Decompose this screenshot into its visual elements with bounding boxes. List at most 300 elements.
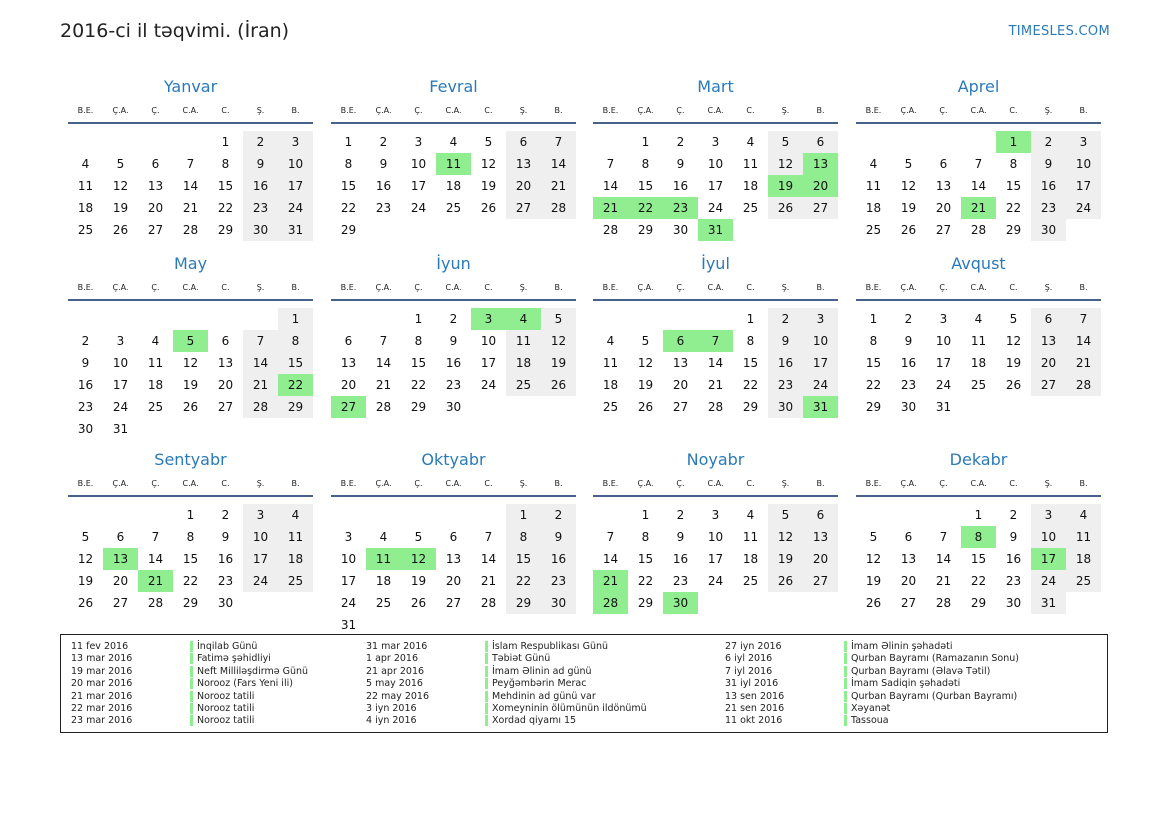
day-cell: 21 [375, 378, 392, 392]
holiday-name: İnqilab Günü [197, 641, 258, 652]
day-cell: 9 [1009, 530, 1018, 544]
month-name: Avqust [951, 254, 1006, 273]
day-cell: 28 [182, 223, 199, 237]
day-cell: 24 [243, 570, 278, 592]
day-cell: 21 [541, 175, 576, 197]
day-cell: 11 [147, 356, 164, 370]
day-cell: 7 [484, 530, 493, 544]
holiday-day-cell: 23 [663, 197, 698, 219]
holiday-date: 20 mar 2016 [71, 678, 133, 690]
holiday-date: 11 fev 2016 [71, 641, 129, 652]
day-cell: 28 [602, 223, 619, 237]
weekday-header: Ç. [939, 479, 948, 488]
weekday-header: C. [1009, 479, 1018, 488]
weekday-header: B. [1079, 106, 1088, 115]
day-cell: 31 [935, 400, 952, 414]
holiday-day-cell: 21 [593, 570, 628, 592]
holiday-name: Neft Milliləşdirmə Günü [197, 665, 309, 677]
day-cell: 25 [970, 378, 987, 392]
day-cell: 10 [803, 330, 838, 352]
day-cell: 29 [637, 596, 654, 610]
weekday-header: B.E. [77, 106, 94, 115]
header-divider [856, 495, 1101, 497]
weekday-header: C. [746, 479, 755, 488]
day-cell: 10 [112, 356, 129, 370]
day-cell: 4 [746, 508, 755, 522]
holiday-day-cell: 31 [803, 396, 838, 418]
holiday-day-cell: 4 [506, 308, 541, 330]
day-cell: 24 [1031, 570, 1066, 592]
day-cell: 13 [147, 179, 164, 193]
holiday-name: Xəyanət [851, 703, 891, 714]
holiday-day-cell: 11 [436, 153, 471, 175]
day-cell: 1 [278, 308, 313, 330]
day-cell: 20 [340, 378, 357, 392]
weekday-header: C.A. [182, 479, 199, 488]
header-divider [331, 122, 576, 124]
holiday-marker [485, 715, 488, 726]
day-cell: 15 [742, 356, 759, 370]
weekday-header: B. [291, 106, 300, 115]
day-cell: 10 [707, 530, 724, 544]
day-cell: 14 [707, 356, 724, 370]
day-cell: 15 [1005, 179, 1022, 193]
holiday-legend [60, 634, 1108, 733]
holiday-day-cell: 21 [138, 570, 173, 592]
holiday-day-cell: 31 [698, 219, 733, 241]
weekday-header: B. [816, 479, 825, 488]
day-cell: 16 [900, 356, 917, 370]
header-divider [68, 122, 313, 124]
day-cell: 10 [243, 526, 278, 548]
day-cell: 1 [746, 312, 755, 326]
day-cell: 21 [480, 574, 497, 588]
day-cell: 20 [506, 175, 541, 197]
holiday-day-cell: 7 [698, 330, 733, 352]
day-cell: 12 [112, 179, 129, 193]
weekday-header: B.E. [602, 106, 619, 115]
day-cell: 4 [449, 135, 458, 149]
day-cell: 4 [278, 504, 313, 526]
weekday-header: B. [291, 283, 300, 292]
day-cell: 1 [869, 312, 878, 326]
day-cell: 8 [506, 526, 541, 548]
day-cell: 30 [541, 592, 576, 614]
weekday-header: C.A. [707, 106, 724, 115]
holiday-day-cell: 12 [401, 548, 436, 570]
day-cell: 23 [1005, 574, 1022, 588]
day-cell: 24 [707, 201, 724, 215]
weekday-header: Ç. [414, 283, 423, 292]
weekday-header: Ş. [781, 106, 790, 115]
day-cell: 26 [77, 596, 94, 610]
header-divider [856, 122, 1101, 124]
day-cell: 16 [672, 179, 689, 193]
weekday-header: C.A. [445, 106, 462, 115]
day-cell: 15 [340, 179, 357, 193]
weekday-header: Ç.A. [637, 106, 654, 115]
day-cell: 6 [344, 334, 353, 348]
day-cell: 27 [672, 400, 689, 414]
day-cell: 7 [974, 157, 983, 171]
day-cell: 13 [340, 356, 357, 370]
day-cell: 30 [672, 223, 689, 237]
holiday-date: 22 mar 2016 [71, 703, 133, 714]
day-cell: 15 [217, 179, 234, 193]
holiday-marker [844, 715, 847, 726]
day-cell: 25 [742, 574, 759, 588]
day-cell: 31 [112, 422, 129, 436]
weekday-header: Ç.A. [375, 106, 392, 115]
weekday-header: C. [484, 283, 493, 292]
day-cell: 29 [970, 596, 987, 610]
day-cell: 10 [935, 334, 952, 348]
day-cell: 22 [340, 201, 357, 215]
weekday-header: Ç.A. [900, 479, 917, 488]
day-cell: 3 [116, 334, 125, 348]
holiday-marker [190, 715, 193, 726]
holiday-name: Norooz tatili [197, 703, 255, 714]
day-cell: 2 [904, 312, 913, 326]
day-cell: 8 [1009, 157, 1018, 171]
day-cell: 3 [414, 135, 423, 149]
day-cell: 18 [865, 201, 882, 215]
weekday-header: Ç. [151, 106, 160, 115]
day-cell: 5 [768, 131, 803, 153]
day-cell: 21 [707, 378, 724, 392]
day-cell: 26 [410, 596, 427, 610]
holiday-name: Tassoua [851, 715, 889, 727]
day-cell: 20 [935, 201, 952, 215]
day-cell: 8 [221, 157, 230, 171]
day-cell: 1 [221, 135, 230, 149]
day-cell: 23 [900, 378, 917, 392]
holiday-marker [190, 641, 193, 652]
day-cell: 10 [340, 552, 357, 566]
day-cell: 1 [506, 504, 541, 526]
day-cell: 7 [606, 530, 615, 544]
day-cell: 25 [742, 201, 759, 215]
holiday-date: 19 mar 2016 [71, 665, 133, 677]
holiday-name: Norooz tatili [197, 715, 255, 727]
day-cell: 14 [147, 552, 164, 566]
day-cell: 9 [676, 157, 685, 171]
weekday-header: B.E. [865, 479, 882, 488]
day-cell: 15 [865, 356, 882, 370]
holiday-name: Mehdinin ad günü var [492, 690, 596, 702]
day-cell: 18 [278, 548, 313, 570]
weekday-header: B.E. [340, 479, 357, 488]
day-cell: 14 [480, 552, 497, 566]
day-cell: 10 [707, 157, 724, 171]
weekday-header: C.A. [707, 283, 724, 292]
day-cell: 28 [541, 197, 576, 219]
day-cell: 17 [803, 352, 838, 374]
weekday-header: B.E. [77, 479, 94, 488]
weekday-header: Ç.A. [375, 479, 392, 488]
day-cell: 25 [445, 201, 462, 215]
day-cell: 23 [375, 201, 392, 215]
weekday-header: Ç. [939, 106, 948, 115]
day-cell: 17 [112, 378, 129, 392]
day-cell: 4 [81, 157, 90, 171]
day-cell: 11 [742, 530, 759, 544]
day-cell: 6 [803, 131, 838, 153]
day-cell: 20 [147, 201, 164, 215]
day-cell: 12 [637, 356, 654, 370]
day-cell: 7 [1066, 308, 1101, 330]
month-name: Aprel [957, 77, 1000, 96]
holiday-day-cell: 13 [803, 153, 838, 175]
day-cell: 19 [182, 378, 199, 392]
day-cell: 7 [243, 330, 278, 352]
day-cell: 17 [243, 548, 278, 570]
day-cell: 2 [243, 131, 278, 153]
day-cell: 29 [182, 596, 199, 610]
holiday-date: 22 may 2016 [366, 690, 430, 702]
day-cell: 4 [151, 334, 160, 348]
month-name: Fevral [429, 77, 478, 96]
day-cell: 2 [379, 135, 388, 149]
holiday-marker [485, 691, 488, 702]
day-cell: 19 [480, 179, 497, 193]
day-cell: 2 [1031, 131, 1066, 153]
weekday-header: Ş. [256, 106, 265, 115]
day-cell: 14 [375, 356, 392, 370]
day-cell: 19 [637, 378, 654, 392]
day-cell: 11 [278, 526, 313, 548]
day-cell: 19 [77, 574, 94, 588]
day-cell: 22 [637, 574, 654, 588]
day-cell: 31 [1031, 592, 1066, 614]
day-cell: 25 [147, 400, 164, 414]
holiday-name: Qurban Bayramı (Əlavə Tətil) [851, 665, 991, 677]
day-cell: 23 [243, 197, 278, 219]
holiday-date: 11 okt 2016 [725, 715, 783, 727]
weekday-header: C.A. [970, 106, 987, 115]
weekday-header: Ş. [1044, 106, 1053, 115]
weekday-header: B. [1079, 283, 1088, 292]
day-cell: 19 [1005, 356, 1022, 370]
day-cell: 14 [602, 179, 619, 193]
day-cell: 18 [602, 378, 619, 392]
weekday-header: C.A. [445, 283, 462, 292]
day-cell: 4 [606, 334, 615, 348]
day-cell: 20 [803, 548, 838, 570]
weekday-header: Ç. [414, 106, 423, 115]
day-cell: 15 [182, 552, 199, 566]
weekday-header: B. [816, 106, 825, 115]
header-divider [856, 299, 1101, 301]
day-cell: 8 [186, 530, 195, 544]
header-divider [68, 299, 313, 301]
day-cell: 1 [974, 508, 983, 522]
day-cell: 9 [379, 157, 388, 171]
month-name: Oktyabr [421, 450, 486, 469]
day-cell: 3 [278, 131, 313, 153]
day-cell: 5 [484, 135, 493, 149]
day-cell: 25 [77, 223, 94, 237]
day-cell: 23 [77, 400, 94, 414]
page-title: 2016-ci il təqvimi. (İran) [60, 20, 290, 42]
day-cell: 12 [480, 157, 497, 171]
holiday-marker [844, 653, 847, 664]
day-cell: 11 [602, 356, 619, 370]
day-cell: 27 [147, 223, 164, 237]
weekday-header: Ç. [676, 479, 685, 488]
day-cell: 2 [449, 312, 458, 326]
day-cell: 20 [1031, 352, 1066, 374]
header-divider [331, 299, 576, 301]
day-cell: 17 [707, 552, 724, 566]
weekday-header: B. [1079, 479, 1088, 488]
day-cell: 17 [707, 179, 724, 193]
holiday-date: 27 iyn 2016 [725, 641, 782, 652]
day-cell: 27 [506, 197, 541, 219]
day-cell: 19 [541, 352, 576, 374]
weekday-header: B.E. [77, 283, 94, 292]
day-cell: 11 [1066, 526, 1101, 548]
holiday-name: Peyğəmbərin Merac [492, 678, 587, 690]
day-cell: 26 [480, 201, 497, 215]
day-cell: 9 [221, 530, 230, 544]
day-cell: 25 [278, 570, 313, 592]
day-cell: 10 [1031, 526, 1066, 548]
weekday-header: C. [221, 106, 230, 115]
holiday-day-cell: 27 [331, 396, 366, 418]
day-cell: 12 [182, 356, 199, 370]
day-cell: 29 [506, 592, 541, 614]
day-cell: 30 [217, 596, 234, 610]
day-cell: 12 [77, 552, 94, 566]
day-cell: 17 [340, 574, 357, 588]
holiday-marker [190, 678, 193, 689]
day-cell: 16 [375, 179, 392, 193]
day-cell: 5 [869, 530, 878, 544]
day-cell: 22 [506, 570, 541, 592]
header-divider [68, 495, 313, 497]
day-cell: 24 [803, 374, 838, 396]
holiday-name: Norooz (Fars Yeni ili) [197, 678, 293, 690]
holiday-date: 7 iyl 2016 [725, 665, 773, 677]
day-cell: 12 [541, 330, 576, 352]
day-cell: 2 [676, 508, 685, 522]
weekday-header: Ş. [1044, 479, 1053, 488]
day-cell: 13 [935, 179, 952, 193]
holiday-name: Fatimə şəhidliyi [197, 653, 271, 665]
holiday-name: Norooz tatili [197, 690, 255, 702]
day-cell: 31 [278, 219, 313, 241]
day-cell: 15 [506, 548, 541, 570]
day-cell: 16 [243, 175, 278, 197]
header-divider [593, 495, 838, 497]
day-cell: 23 [672, 574, 689, 588]
weekday-header: B. [554, 479, 563, 488]
weekday-header: C. [484, 106, 493, 115]
holiday-date: 13 sen 2016 [725, 690, 785, 702]
site-link[interactable]: TIMESLES.COM [1008, 24, 1110, 39]
day-cell: 2 [81, 334, 90, 348]
holiday-marker [485, 678, 488, 689]
weekday-header: Ş. [256, 479, 265, 488]
day-cell: 23 [1031, 197, 1066, 219]
weekday-header: C.A. [970, 479, 987, 488]
day-cell: 6 [449, 530, 458, 544]
day-cell: 15 [637, 179, 654, 193]
day-cell: 3 [803, 308, 838, 330]
holiday-date: 31 iyl 2016 [725, 678, 779, 690]
day-cell: 8 [641, 157, 650, 171]
day-cell: 28 [935, 596, 952, 610]
day-cell: 16 [541, 548, 576, 570]
weekday-header: Ç. [151, 283, 160, 292]
day-cell: 12 [900, 179, 917, 193]
day-cell: 2 [541, 504, 576, 526]
day-cell: 22 [410, 378, 427, 392]
holiday-name: Xomeyninin ölümünün ildönümü [492, 703, 647, 714]
day-cell: 24 [340, 596, 357, 610]
day-cell: 25 [506, 374, 541, 396]
holiday-day-cell: 30 [663, 592, 698, 614]
holiday-date: 23 mar 2016 [71, 715, 133, 727]
day-cell: 15 [278, 352, 313, 374]
holiday-name: İmam Sadiqin şəhadəti [851, 678, 961, 690]
holiday-marker [485, 641, 488, 652]
day-cell: 21 [182, 201, 199, 215]
day-cell: 9 [904, 334, 913, 348]
header-divider [593, 299, 838, 301]
month-name: Dekabr [949, 450, 1008, 469]
day-cell: 16 [77, 378, 94, 392]
day-cell: 16 [217, 552, 234, 566]
day-cell: 3 [711, 135, 720, 149]
day-cell: 19 [865, 574, 882, 588]
day-cell: 27 [217, 400, 234, 414]
day-cell: 12 [768, 526, 803, 548]
holiday-name: İmam Əlinin şəhadəti [851, 641, 953, 652]
day-cell: 21 [1066, 352, 1101, 374]
day-cell: 14 [935, 552, 952, 566]
weekday-header: B.E. [865, 106, 882, 115]
holiday-day-cell: 21 [961, 197, 996, 219]
day-cell: 8 [641, 530, 650, 544]
day-cell: 17 [278, 175, 313, 197]
day-cell: 18 [77, 201, 94, 215]
holiday-marker [844, 703, 847, 714]
weekday-header: C. [746, 106, 755, 115]
day-cell: 23 [445, 378, 462, 392]
day-cell: 18 [375, 574, 392, 588]
weekday-header: Ç.A. [900, 283, 917, 292]
day-cell: 29 [410, 400, 427, 414]
holiday-date: 13 mar 2016 [71, 653, 133, 665]
day-cell: 18 [970, 356, 987, 370]
day-cell: 6 [506, 131, 541, 153]
month-name: İyul [701, 254, 730, 273]
holiday-marker [485, 666, 488, 677]
weekday-header: B.E. [602, 479, 619, 488]
day-cell: 26 [768, 570, 803, 592]
day-cell: 30 [243, 219, 278, 241]
day-cell: 1 [344, 135, 353, 149]
day-cell: 28 [147, 596, 164, 610]
day-cell: 16 [672, 552, 689, 566]
weekday-header: C.A. [707, 479, 724, 488]
day-cell: 3 [243, 504, 278, 526]
day-cell: 21 [935, 574, 952, 588]
holiday-date: 21 apr 2016 [366, 665, 425, 677]
weekday-header: Ç.A. [112, 283, 129, 292]
